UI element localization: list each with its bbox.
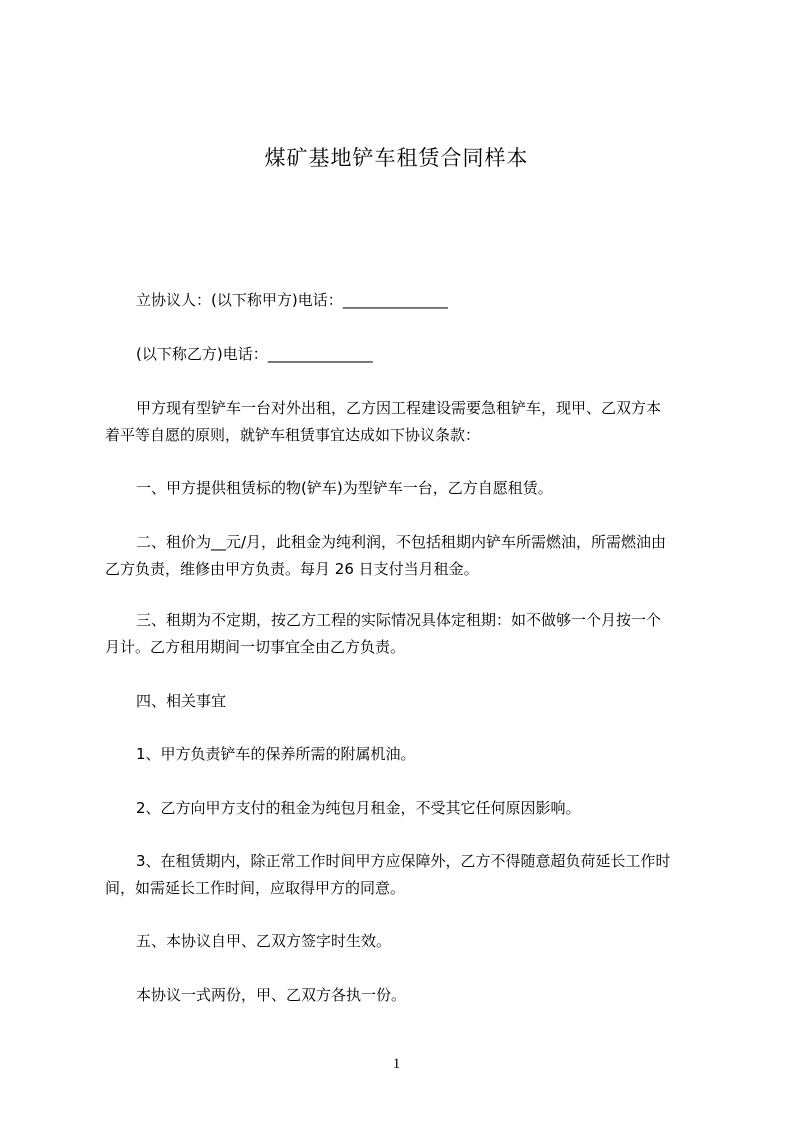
paragraph-line: 立协议人：(以下称甲方)电话：______________ (136, 291, 448, 309)
paragraph-line: 间，如需延长工作时间，应取得甲方的同意。 (105, 879, 406, 897)
clause-4-item-1 (105, 741, 705, 768)
paragraph-line: 2、乙方向甲方支付的租金为纯包月租金，不受其它任何原因影响。 (136, 799, 581, 817)
paragraph-line: 1、甲方负责铲车的保养所需的附属机油。 (136, 745, 416, 763)
clause-4-item-2 (105, 795, 705, 822)
paragraph-line: 一、甲方提供租赁标的物(铲车)为型铲车一台，乙方自愿租赁。 (136, 479, 553, 497)
page-number: 1 (392, 1056, 401, 1072)
paragraph-line: (以下称乙方)电话：______________ (136, 345, 373, 363)
paragraph-line: 乙方负责，维修由甲方负责。每月 26 日支付当月租金。 (105, 560, 479, 578)
paragraph-line: 着平等自愿的原则，就铲车租赁事宜达成如下协议条款： (105, 426, 481, 444)
paragraph-line: 四、相关事宜 (136, 692, 227, 710)
paragraph-preamble (105, 395, 705, 449)
paragraph-line: 三、租期为不定期，按乙方工程的实际情况具体定租期：如不做够一个月按一个 (136, 611, 662, 629)
paragraph-parties-b (105, 341, 705, 368)
paragraph-line: 五、本协议自甲、乙双方签字时生效。 (136, 932, 392, 950)
clause-4-item-3 (105, 848, 705, 902)
paragraph-parties-a (105, 287, 705, 314)
document-title: 煤矿基地铲车租赁合同样本 (264, 146, 529, 170)
paragraph-line: 3、在租赁期内，除正常工作时间甲方应保障外，乙方不得随意超负荷延长工作时 (136, 852, 671, 870)
clause-2 (105, 529, 705, 583)
paragraph-line: 二、租价为__元/月，此租金为纯利润，不包括租期内铲车所需燃油，所需燃油由 (136, 533, 667, 551)
paragraph-line: 甲方现有型铲车一台对外出租，乙方因工程建设需要急租铲车，现甲、乙双方本 (136, 399, 662, 417)
clause-4-heading (105, 688, 705, 715)
clause-5 (105, 928, 705, 955)
paragraph-line: 月计。乙方租用期间一切事宜全由乙方负责。 (105, 638, 406, 656)
paragraph-line: 本协议一式两份，甲、乙双方各执一份。 (136, 986, 407, 1004)
closing-paragraph (105, 982, 705, 1009)
clause-3 (105, 607, 705, 661)
clause-1 (105, 475, 705, 502)
